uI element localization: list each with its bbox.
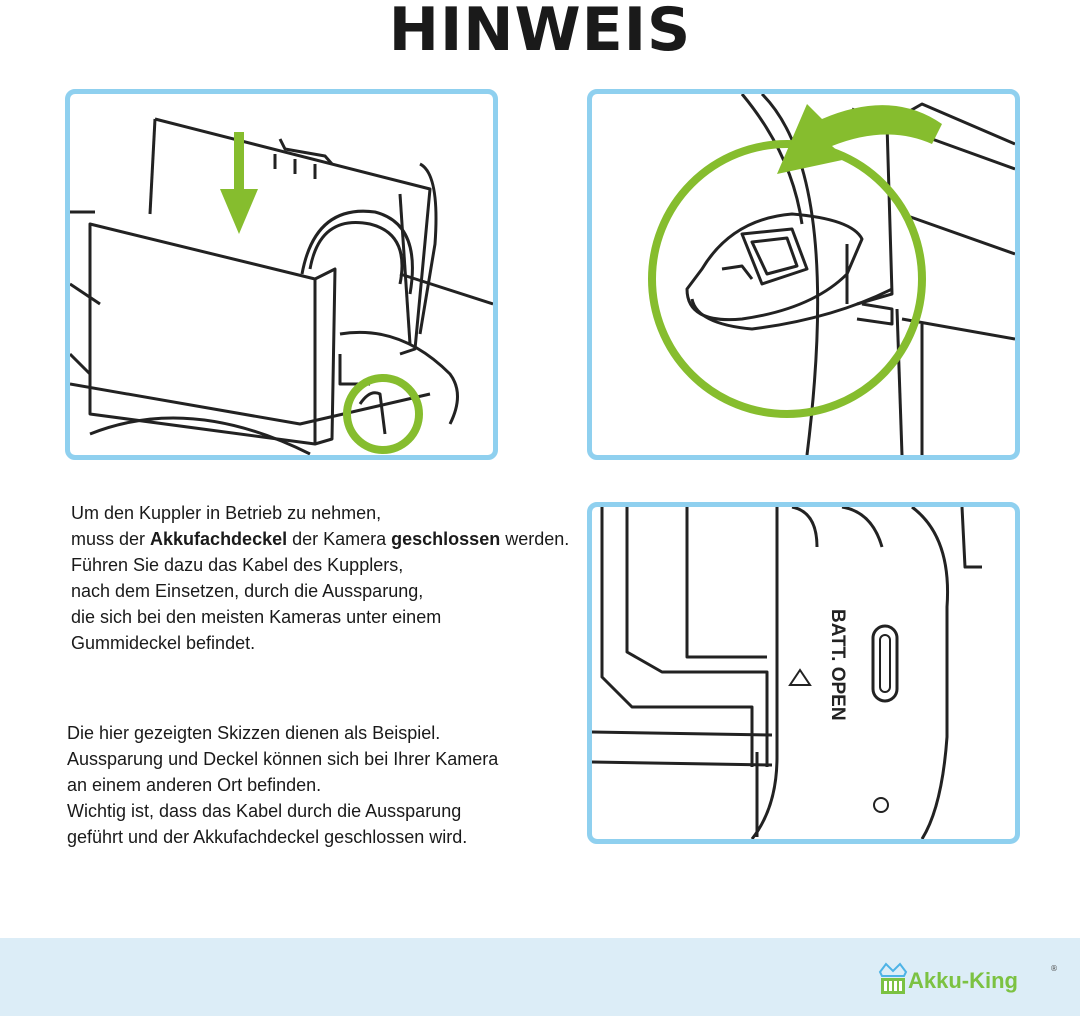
- note-line: Die hier gezeigten Skizzen dienen als Beispiel.: [67, 723, 441, 743]
- crown-battery-icon: [878, 960, 908, 996]
- instruction-paragraph: [71, 500, 569, 656]
- emphasis-battery-cover: Akkufachdeckel: [150, 529, 288, 549]
- rubber-cover-sketch: [592, 94, 1015, 455]
- instruction-line: nach dem Einsetzen, durch die Aussparung,: [71, 581, 424, 601]
- instruction-line: Um den Kuppler in Betrieb zu nehmen,: [71, 503, 382, 523]
- registered-mark: ®: [1050, 964, 1058, 973]
- instruction-line: Gummideckel befindet.: [71, 633, 256, 653]
- logo-text: Akku-King: [908, 968, 1018, 993]
- battery-door-illustration: [587, 502, 1020, 844]
- page-title: HINWEIS: [388, 0, 692, 65]
- instruction-line: muss der Akkufachdeckel der Kamera geschlossen werden.: [71, 529, 570, 549]
- note-line: Wichtig ist, dass das Kabel durch die Aussparung: [67, 801, 462, 821]
- battery-insert-sketch: [70, 94, 493, 455]
- battery-door-sketch: [592, 507, 1015, 839]
- instruction-line: Führen Sie dazu das Kabel des Kupplers,: [71, 555, 404, 575]
- battery-insert-illustration: [65, 89, 498, 460]
- cover-highlight: [652, 144, 922, 414]
- note-line: Aussparung und Deckel können sich bei Ihrer Kamera: [67, 749, 499, 769]
- note-line: an einem anderen Ort befinden.: [67, 775, 322, 795]
- instruction-line: die sich bei den meisten Kameras unter einem: [71, 607, 442, 627]
- emphasis-closed: geschlossen: [391, 529, 501, 549]
- akku-king-logo: [878, 958, 1058, 998]
- note-line: geführt und der Akkufachdeckel geschlossen wird.: [67, 827, 468, 847]
- rubber-cover-illustration: [587, 89, 1020, 460]
- batt-open-label: BATT. OPEN: [827, 609, 848, 721]
- note-paragraph: [67, 720, 498, 850]
